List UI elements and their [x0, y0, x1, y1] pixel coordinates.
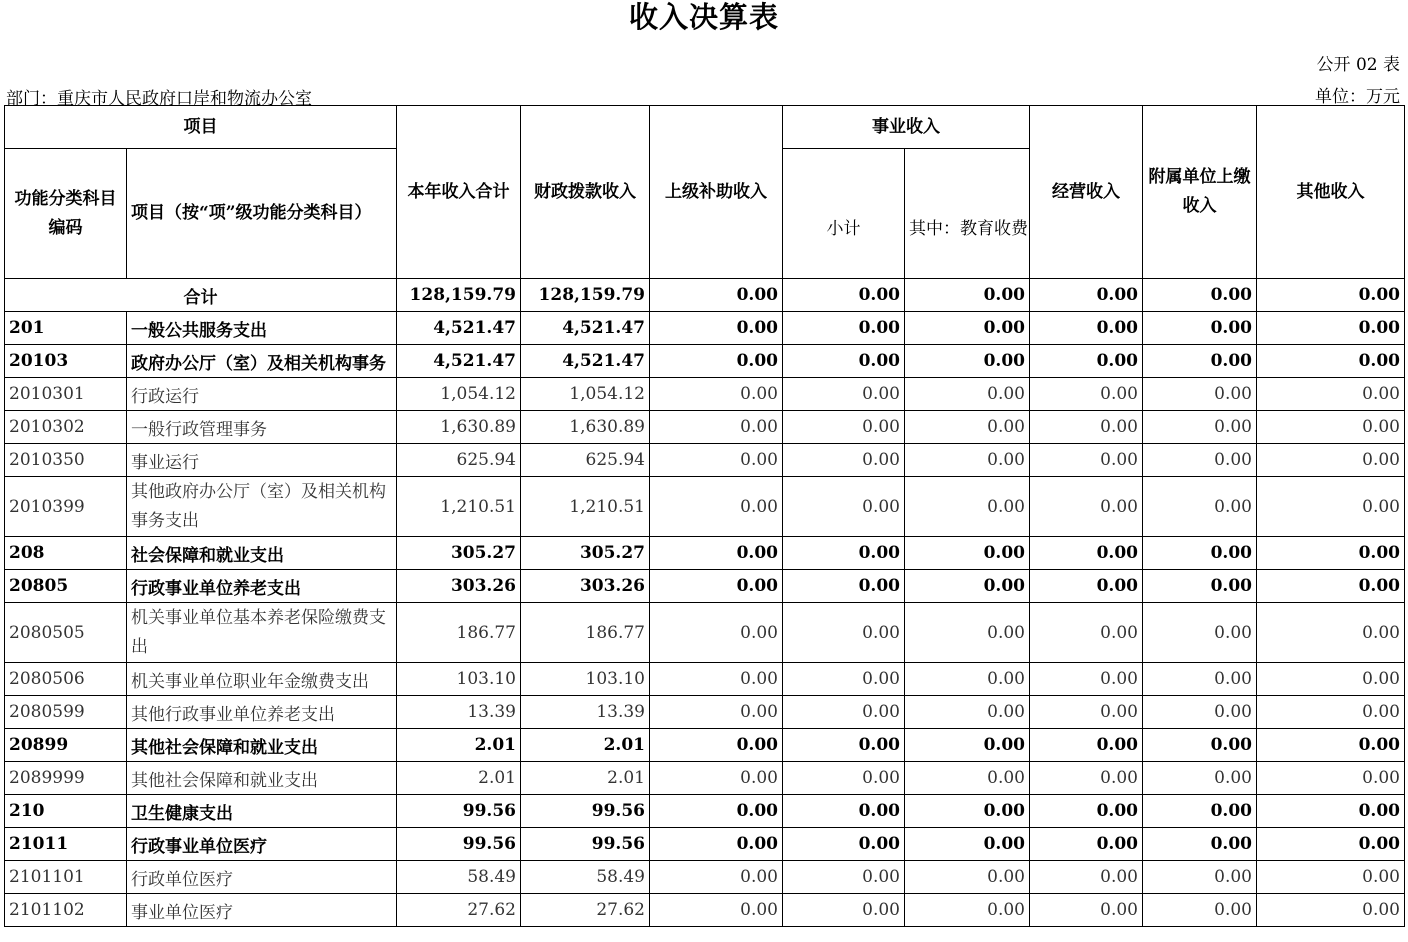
row-name: 其他社会保障和就业支出	[127, 729, 397, 762]
table-row	[5, 663, 1405, 696]
header-education: 其中：教育收费	[905, 149, 1030, 279]
row-value: 0.00	[1143, 477, 1257, 537]
row-value: 2.01	[397, 729, 521, 762]
row-value: 2.01	[521, 762, 650, 795]
row-value: 0.00	[1143, 345, 1257, 378]
row-value: 0.00	[650, 444, 783, 477]
row-value: 0.00	[1257, 861, 1405, 894]
row-value: 0.00	[783, 477, 905, 537]
row-value: 0.00	[905, 828, 1030, 861]
total-cell: 0.00	[650, 279, 783, 312]
header-total: 本年收入合计	[397, 106, 521, 279]
row-value: 0.00	[1257, 729, 1405, 762]
row-value: 0.00	[650, 894, 783, 927]
row-value: 0.00	[905, 345, 1030, 378]
row-value: 0.00	[1257, 663, 1405, 696]
table-row	[5, 603, 1405, 663]
total-cell: 0.00	[905, 279, 1030, 312]
row-code: 20805	[5, 570, 127, 603]
table-row	[5, 696, 1405, 729]
row-name: 机关事业单位职业年金缴费支出	[127, 663, 397, 696]
row-value: 1,054.12	[397, 378, 521, 411]
row-code: 210	[5, 795, 127, 828]
row-value: 625.94	[521, 444, 650, 477]
row-value: 1,210.51	[397, 477, 521, 537]
row-value: 58.49	[521, 861, 650, 894]
header-code: 功能分类科目编码	[5, 149, 127, 279]
row-value: 0.00	[1030, 663, 1143, 696]
row-value: 0.00	[1030, 411, 1143, 444]
row-value: 0.00	[783, 729, 905, 762]
row-value: 305.27	[521, 537, 650, 570]
header-business: 事业收入	[783, 106, 1030, 149]
row-value: 0.00	[905, 312, 1030, 345]
row-value: 0.00	[1143, 696, 1257, 729]
row-value: 0.00	[1257, 795, 1405, 828]
row-code: 2080506	[5, 663, 127, 696]
row-value: 103.10	[521, 663, 650, 696]
row-value: 0.00	[650, 663, 783, 696]
row-name: 事业运行	[127, 444, 397, 477]
form-number: 公开 02 表	[1316, 55, 1400, 75]
header-operating: 经营收入	[1030, 106, 1143, 279]
row-value: 0.00	[650, 378, 783, 411]
row-value: 0.00	[1257, 444, 1405, 477]
row-value: 0.00	[650, 861, 783, 894]
row-value: 0.00	[905, 861, 1030, 894]
table-header	[5, 106, 1405, 279]
row-value: 0.00	[783, 378, 905, 411]
header-fiscal: 财政拨款收入	[521, 106, 650, 279]
header-item-name: 项目（按“项”级功能分类科目）	[127, 149, 397, 279]
header-other: 其他收入	[1257, 106, 1405, 279]
row-code: 2010350	[5, 444, 127, 477]
row-value: 0.00	[1030, 795, 1143, 828]
table-row	[5, 378, 1405, 411]
row-value: 0.00	[783, 861, 905, 894]
row-value: 0.00	[783, 663, 905, 696]
row-value: 0.00	[1030, 444, 1143, 477]
row-value: 0.00	[1257, 894, 1405, 927]
row-name: 事业单位医疗	[127, 894, 397, 927]
table-row	[5, 570, 1405, 603]
row-value: 58.49	[397, 861, 521, 894]
row-value: 0.00	[1030, 894, 1143, 927]
row-value: 0.00	[783, 696, 905, 729]
row-value: 0.00	[783, 570, 905, 603]
row-value: 27.62	[397, 894, 521, 927]
row-value: 4,521.47	[521, 345, 650, 378]
header-project: 项目	[5, 106, 397, 149]
row-value: 0.00	[650, 762, 783, 795]
row-code: 2101101	[5, 861, 127, 894]
row-value: 0.00	[1143, 795, 1257, 828]
row-value: 0.00	[1030, 762, 1143, 795]
row-value: 0.00	[1030, 570, 1143, 603]
total-cell: 0.00	[1143, 279, 1257, 312]
row-code: 21011	[5, 828, 127, 861]
row-code: 20103	[5, 345, 127, 378]
table-row	[5, 411, 1405, 444]
row-value: 0.00	[650, 603, 783, 663]
row-value: 0.00	[1143, 828, 1257, 861]
row-name: 一般公共服务支出	[127, 312, 397, 345]
page-title: 收入决算表	[628, 0, 779, 34]
row-value: 0.00	[905, 444, 1030, 477]
row-value: 27.62	[521, 894, 650, 927]
total-cell: 0.00	[1257, 279, 1405, 312]
row-code: 201	[5, 312, 127, 345]
row-code: 2080599	[5, 696, 127, 729]
row-value: 0.00	[650, 696, 783, 729]
row-name: 其他政府办公厅（室）及相关机构事务支出	[127, 477, 397, 537]
row-value: 4,521.47	[397, 312, 521, 345]
row-value: 0.00	[650, 477, 783, 537]
table-row	[5, 312, 1405, 345]
row-value: 0.00	[1030, 477, 1143, 537]
row-name: 一般行政管理事务	[127, 411, 397, 444]
row-value: 0.00	[783, 894, 905, 927]
row-value: 0.00	[1257, 828, 1405, 861]
row-name: 行政运行	[127, 378, 397, 411]
row-value: 0.00	[650, 828, 783, 861]
row-code: 208	[5, 537, 127, 570]
row-value: 0.00	[1257, 537, 1405, 570]
row-value: 0.00	[905, 894, 1030, 927]
row-value: 186.77	[397, 603, 521, 663]
row-value: 186.77	[521, 603, 650, 663]
row-value: 99.56	[521, 795, 650, 828]
table-row	[5, 861, 1405, 894]
row-value: 0.00	[650, 345, 783, 378]
row-value: 0.00	[1143, 411, 1257, 444]
row-value: 1,630.89	[521, 411, 650, 444]
row-value: 0.00	[1257, 477, 1405, 537]
row-name: 其他行政事业单位养老支出	[127, 696, 397, 729]
row-value: 0.00	[1257, 762, 1405, 795]
row-value: 0.00	[1143, 861, 1257, 894]
row-value: 1,210.51	[521, 477, 650, 537]
row-value: 0.00	[1257, 603, 1405, 663]
row-value: 99.56	[397, 795, 521, 828]
row-value: 0.00	[905, 795, 1030, 828]
row-value: 0.00	[650, 312, 783, 345]
row-value: 0.00	[1030, 729, 1143, 762]
row-value: 0.00	[1030, 603, 1143, 663]
row-value: 99.56	[521, 828, 650, 861]
row-value: 0.00	[1257, 411, 1405, 444]
total-cell: 128,159.79	[521, 279, 650, 312]
row-value: 0.00	[1143, 762, 1257, 795]
row-value: 0.00	[1030, 537, 1143, 570]
row-value: 625.94	[397, 444, 521, 477]
table-row	[5, 537, 1405, 570]
row-value: 0.00	[783, 762, 905, 795]
department-label: 部门：重庆市人民政府口岸和物流办公室	[6, 89, 312, 109]
row-value: 0.00	[783, 411, 905, 444]
header-subsidy: 上级补助收入	[650, 106, 783, 279]
row-value: 0.00	[650, 537, 783, 570]
row-value: 0.00	[905, 603, 1030, 663]
row-name: 行政事业单位养老支出	[127, 570, 397, 603]
row-value: 0.00	[1030, 861, 1143, 894]
header-affiliated: 附属单位上缴收入	[1143, 106, 1257, 279]
table-row	[5, 828, 1405, 861]
row-value: 13.39	[397, 696, 521, 729]
row-value: 2.01	[397, 762, 521, 795]
unit-label: 单位：万元	[1315, 87, 1400, 107]
row-code: 2010302	[5, 411, 127, 444]
table-row	[5, 894, 1405, 927]
row-value: 0.00	[650, 729, 783, 762]
row-value: 305.27	[397, 537, 521, 570]
row-value: 0.00	[1143, 312, 1257, 345]
row-code: 20899	[5, 729, 127, 762]
row-value: 0.00	[650, 795, 783, 828]
row-value: 99.56	[397, 828, 521, 861]
total-label: 合计	[5, 279, 397, 312]
row-value: 1,630.89	[397, 411, 521, 444]
total-cell: 128,159.79	[397, 279, 521, 312]
row-value: 303.26	[397, 570, 521, 603]
row-value: 0.00	[783, 345, 905, 378]
row-value: 0.00	[905, 477, 1030, 537]
row-value: 4,521.47	[397, 345, 521, 378]
row-value: 0.00	[1143, 570, 1257, 603]
row-name: 行政单位医疗	[127, 861, 397, 894]
table-row	[5, 795, 1405, 828]
row-value: 0.00	[783, 828, 905, 861]
row-code: 2010301	[5, 378, 127, 411]
table-body	[5, 279, 1405, 927]
row-value: 0.00	[1257, 345, 1405, 378]
row-value: 0.00	[905, 411, 1030, 444]
row-value: 0.00	[905, 570, 1030, 603]
row-code: 2101102	[5, 894, 127, 927]
row-code: 2080505	[5, 603, 127, 663]
income-table	[4, 105, 1405, 927]
row-value: 0.00	[783, 444, 905, 477]
row-value: 0.00	[1143, 894, 1257, 927]
row-value: 0.00	[1143, 378, 1257, 411]
row-name: 行政事业单位医疗	[127, 828, 397, 861]
table-row	[5, 444, 1405, 477]
row-value: 0.00	[1257, 312, 1405, 345]
table-row	[5, 345, 1405, 378]
table-row	[5, 729, 1405, 762]
table-row	[5, 477, 1405, 537]
table-row	[5, 762, 1405, 795]
row-value: 0.00	[1030, 696, 1143, 729]
row-value: 0.00	[1030, 312, 1143, 345]
total-cell: 0.00	[783, 279, 905, 312]
row-name: 社会保障和就业支出	[127, 537, 397, 570]
row-value: 0.00	[1257, 378, 1405, 411]
total-cell: 0.00	[1030, 279, 1143, 312]
row-value: 0.00	[1143, 444, 1257, 477]
row-name: 卫生健康支出	[127, 795, 397, 828]
row-name: 机关事业单位基本养老保险缴费支出	[127, 603, 397, 663]
header-subtotal: 小计	[783, 149, 905, 279]
row-name: 其他社会保障和就业支出	[127, 762, 397, 795]
row-value: 303.26	[521, 570, 650, 603]
row-value: 0.00	[905, 378, 1030, 411]
row-code: 2089999	[5, 762, 127, 795]
row-value: 0.00	[905, 729, 1030, 762]
row-value: 0.00	[783, 795, 905, 828]
row-value: 4,521.47	[521, 312, 650, 345]
row-value: 0.00	[1143, 537, 1257, 570]
row-value: 103.10	[397, 663, 521, 696]
row-value: 0.00	[1257, 696, 1405, 729]
total-row	[5, 279, 1405, 312]
row-value: 0.00	[1143, 603, 1257, 663]
row-value: 0.00	[1030, 828, 1143, 861]
row-value: 0.00	[783, 537, 905, 570]
row-value: 0.00	[650, 570, 783, 603]
row-value: 0.00	[905, 762, 1030, 795]
row-value: 1,054.12	[521, 378, 650, 411]
row-value: 0.00	[650, 411, 783, 444]
row-value: 0.00	[1030, 378, 1143, 411]
row-value: 0.00	[1030, 345, 1143, 378]
row-value: 0.00	[905, 696, 1030, 729]
row-value: 2.01	[521, 729, 650, 762]
row-value: 0.00	[783, 603, 905, 663]
row-value: 0.00	[905, 537, 1030, 570]
row-value: 0.00	[1257, 570, 1405, 603]
row-value: 0.00	[1143, 729, 1257, 762]
row-value: 0.00	[783, 312, 905, 345]
row-value: 0.00	[905, 663, 1030, 696]
row-value: 0.00	[1143, 663, 1257, 696]
row-name: 政府办公厅（室）及相关机构事务	[127, 345, 397, 378]
row-code: 2010399	[5, 477, 127, 537]
row-value: 13.39	[521, 696, 650, 729]
